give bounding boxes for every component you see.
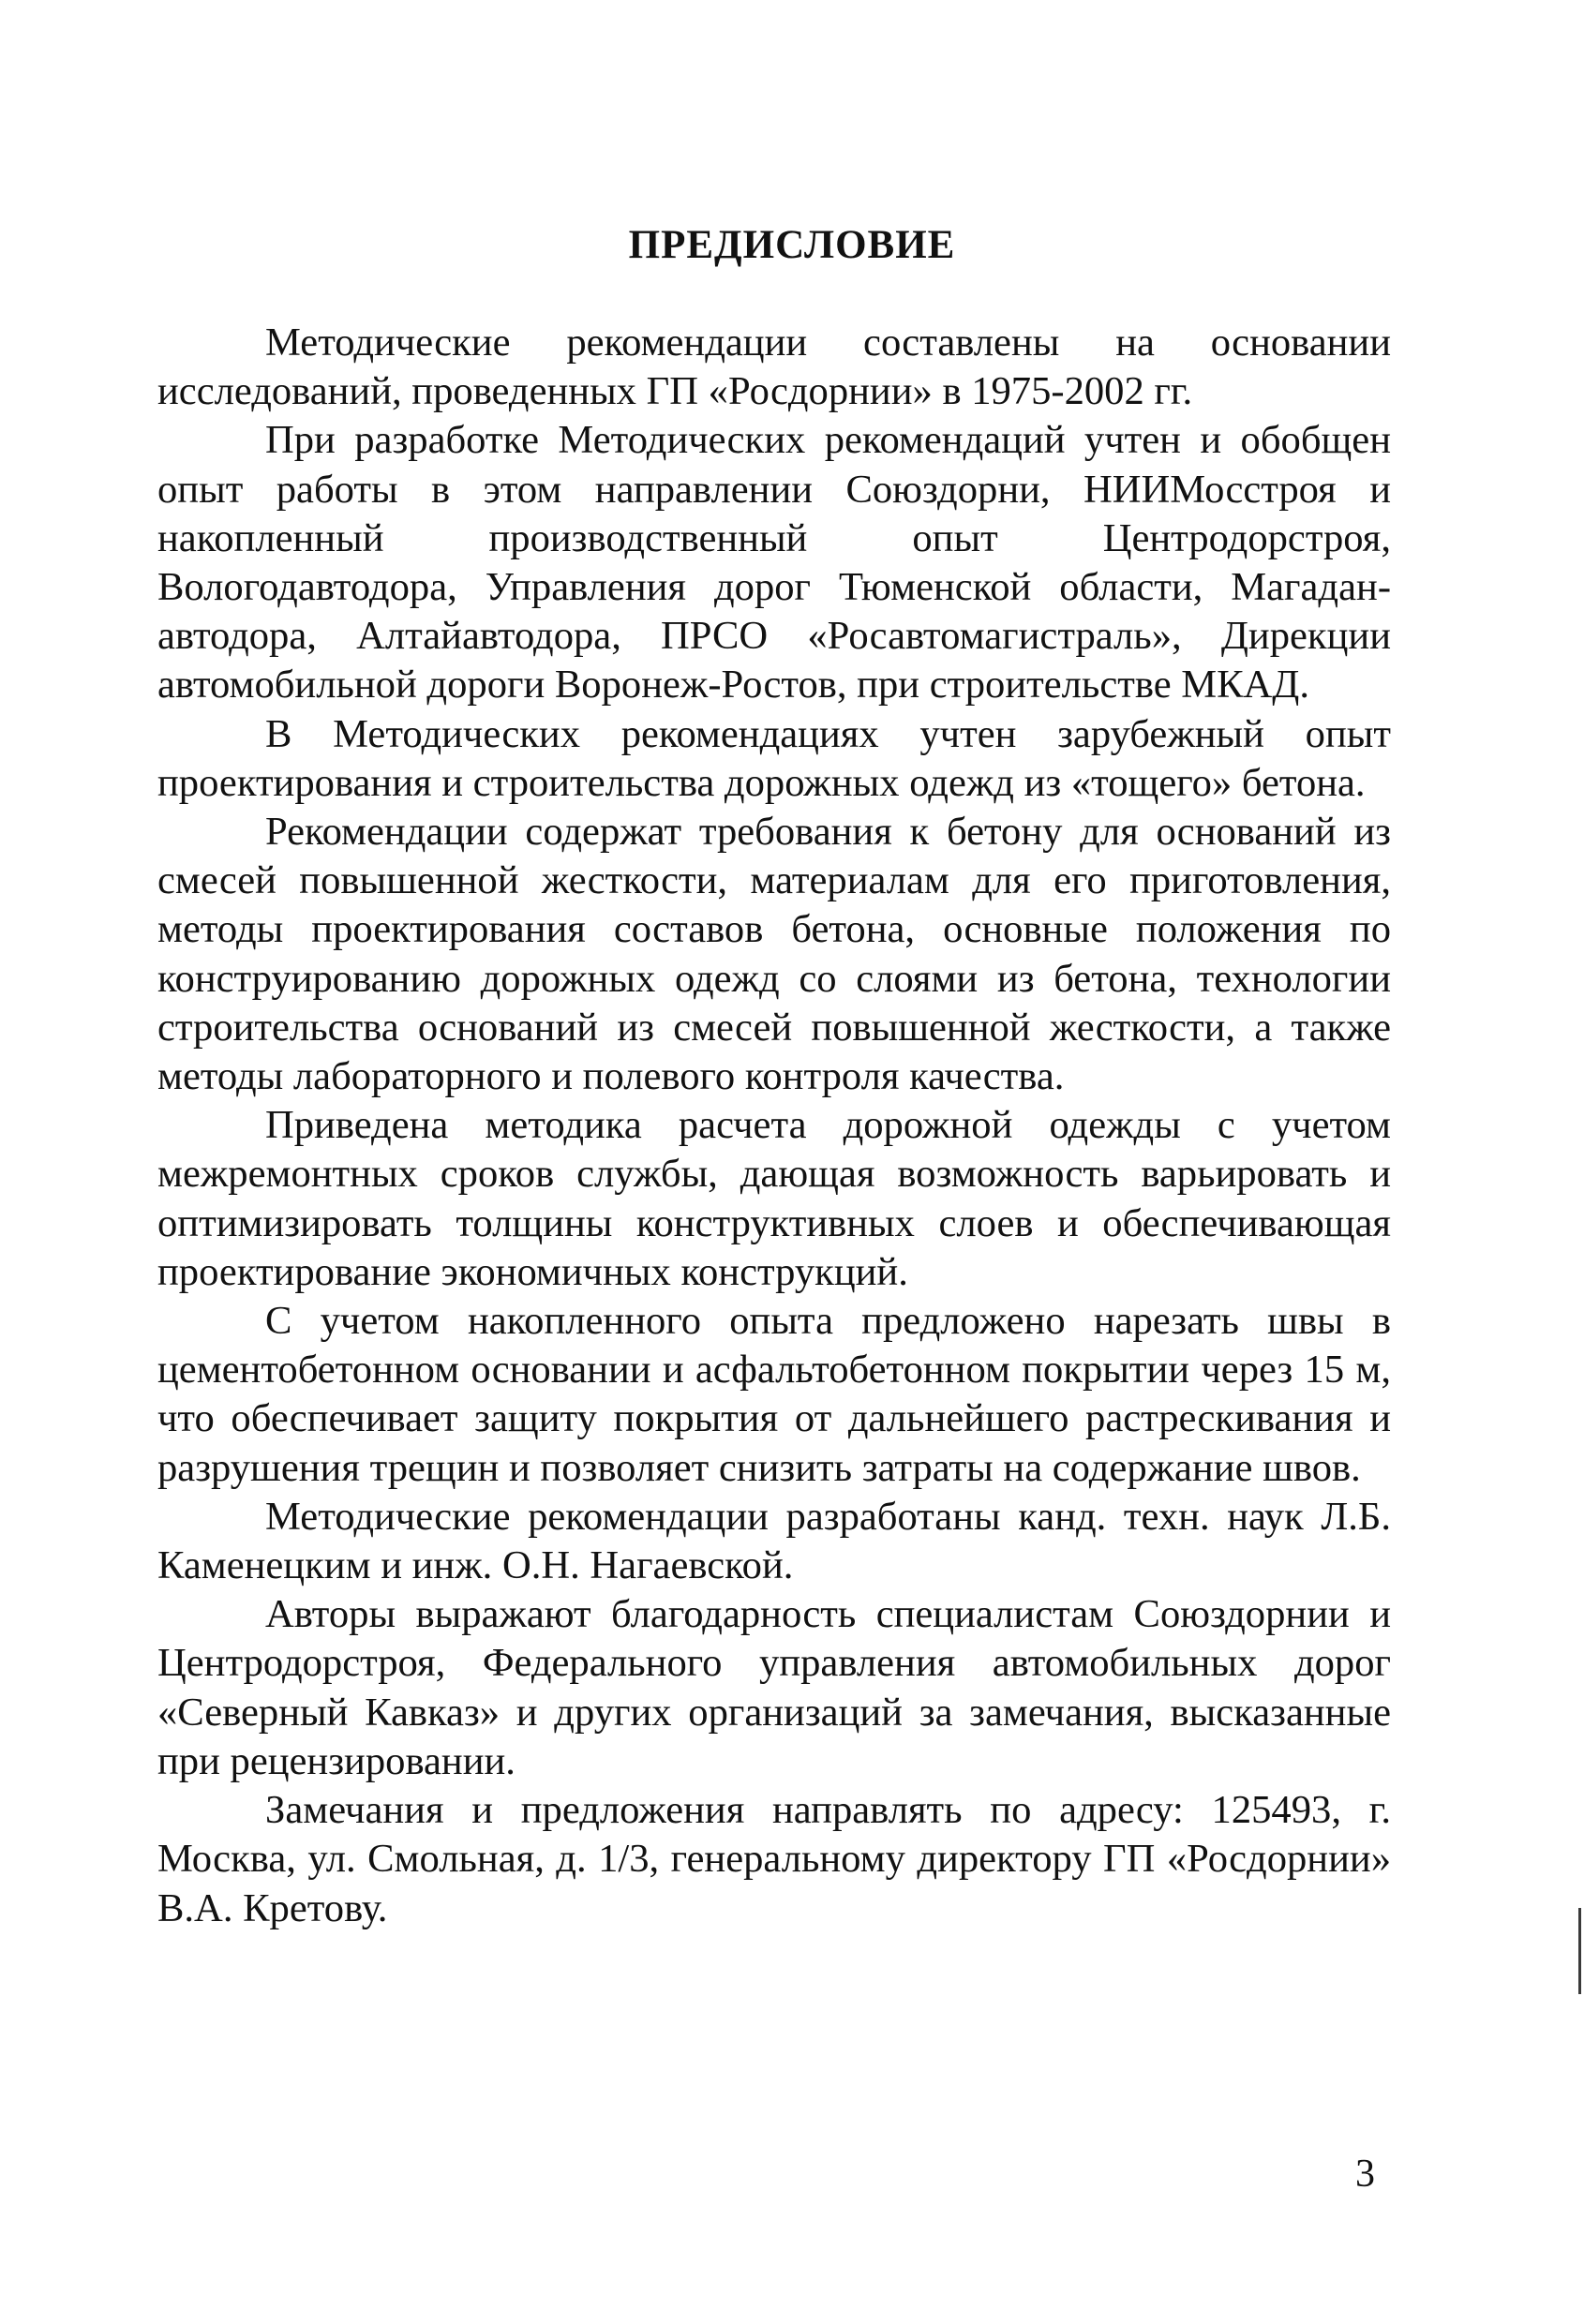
paragraph-contact-address: Замечания и предложения направлять по адресу: 125493, г. Москва, ул. Смольная, д. 1/3, генеральному директору ГП «Росдорнии» В.А. Кретову. [157,1788,1391,1930]
paragraph-foreign-experience: В Методических рекомендациях учтен зарубежный опыт проектирования и строительства дорожных одежд из «тощего» бетона. [157,711,1391,805]
paragraph-contents: Рекомендации содержат требования к бетону для оснований из смесей повышенной жесткости, материалам для его приготовления, методы проектирования составов бетона, основные положения по конструированию дорожных одежд со слоями из бетона, технологии строительства оснований из смесей повышенной жесткости, а также методы лабораторного и полевого контроля качества. [157,810,1391,1099]
paragraph-method: Приведена методика расчета дорожной одежды с учетом межремонтных сроков службы, дающая возможность варьировать и оптимизировать толщины конструктивных слоев и обеспечивающая проектирование экономичных конструкций. [157,1103,1391,1294]
paragraph-sources: Методические рекомендации составлены на основании исследований, проведенных ГП «Росдорнии» в 1975-2002 гг. [157,320,1391,414]
document-body [157,319,1391,1933]
paragraph-authors: Методические рекомендации разработаны канд. техн. наук Л.Б. Каменецким и инж. О.Н. Нагаевской. [157,1494,1391,1588]
scan-edge-mark [1578,1908,1581,1994]
paragraph-joints: С учетом накопленного опыта предложено нарезать швы в цементобетонном основании и асфальтобетонном покрытии через 15 м, что обеспечивает защиту покрытия от дальнейшего растрескивания и разрушения трещин и позволяет снизить затраты на содержание швов. [157,1299,1391,1490]
paragraph-experience: При разработке Методических рекомендаций учтен и обобщен опыт работы в этом направлении Союздорни, НИИМосстроя и накопленный производственный опыт Центродорстроя, Вологодавтодора, Управления дорог Тюменской области, Магаданавтодора, Алтайавтодора, ПРСО «Росавтомагистраль», Дирекции автомобильной дороги Воронеж-Ростов, при строительстве МКАД. [157,418,1391,708]
page-number: 3 [1355,2153,1375,2196]
page-title: ПРЕДИСЛОВИЕ [628,223,956,267]
paragraph-acknowledgements: Авторы выражают благодарность специалистам Союздорнии и Центродорстроя, Федерального управления автомобильных дорог «Северный Кавказ» и других организаций за замечания, высказанные при рецензировании. [157,1592,1391,1783]
